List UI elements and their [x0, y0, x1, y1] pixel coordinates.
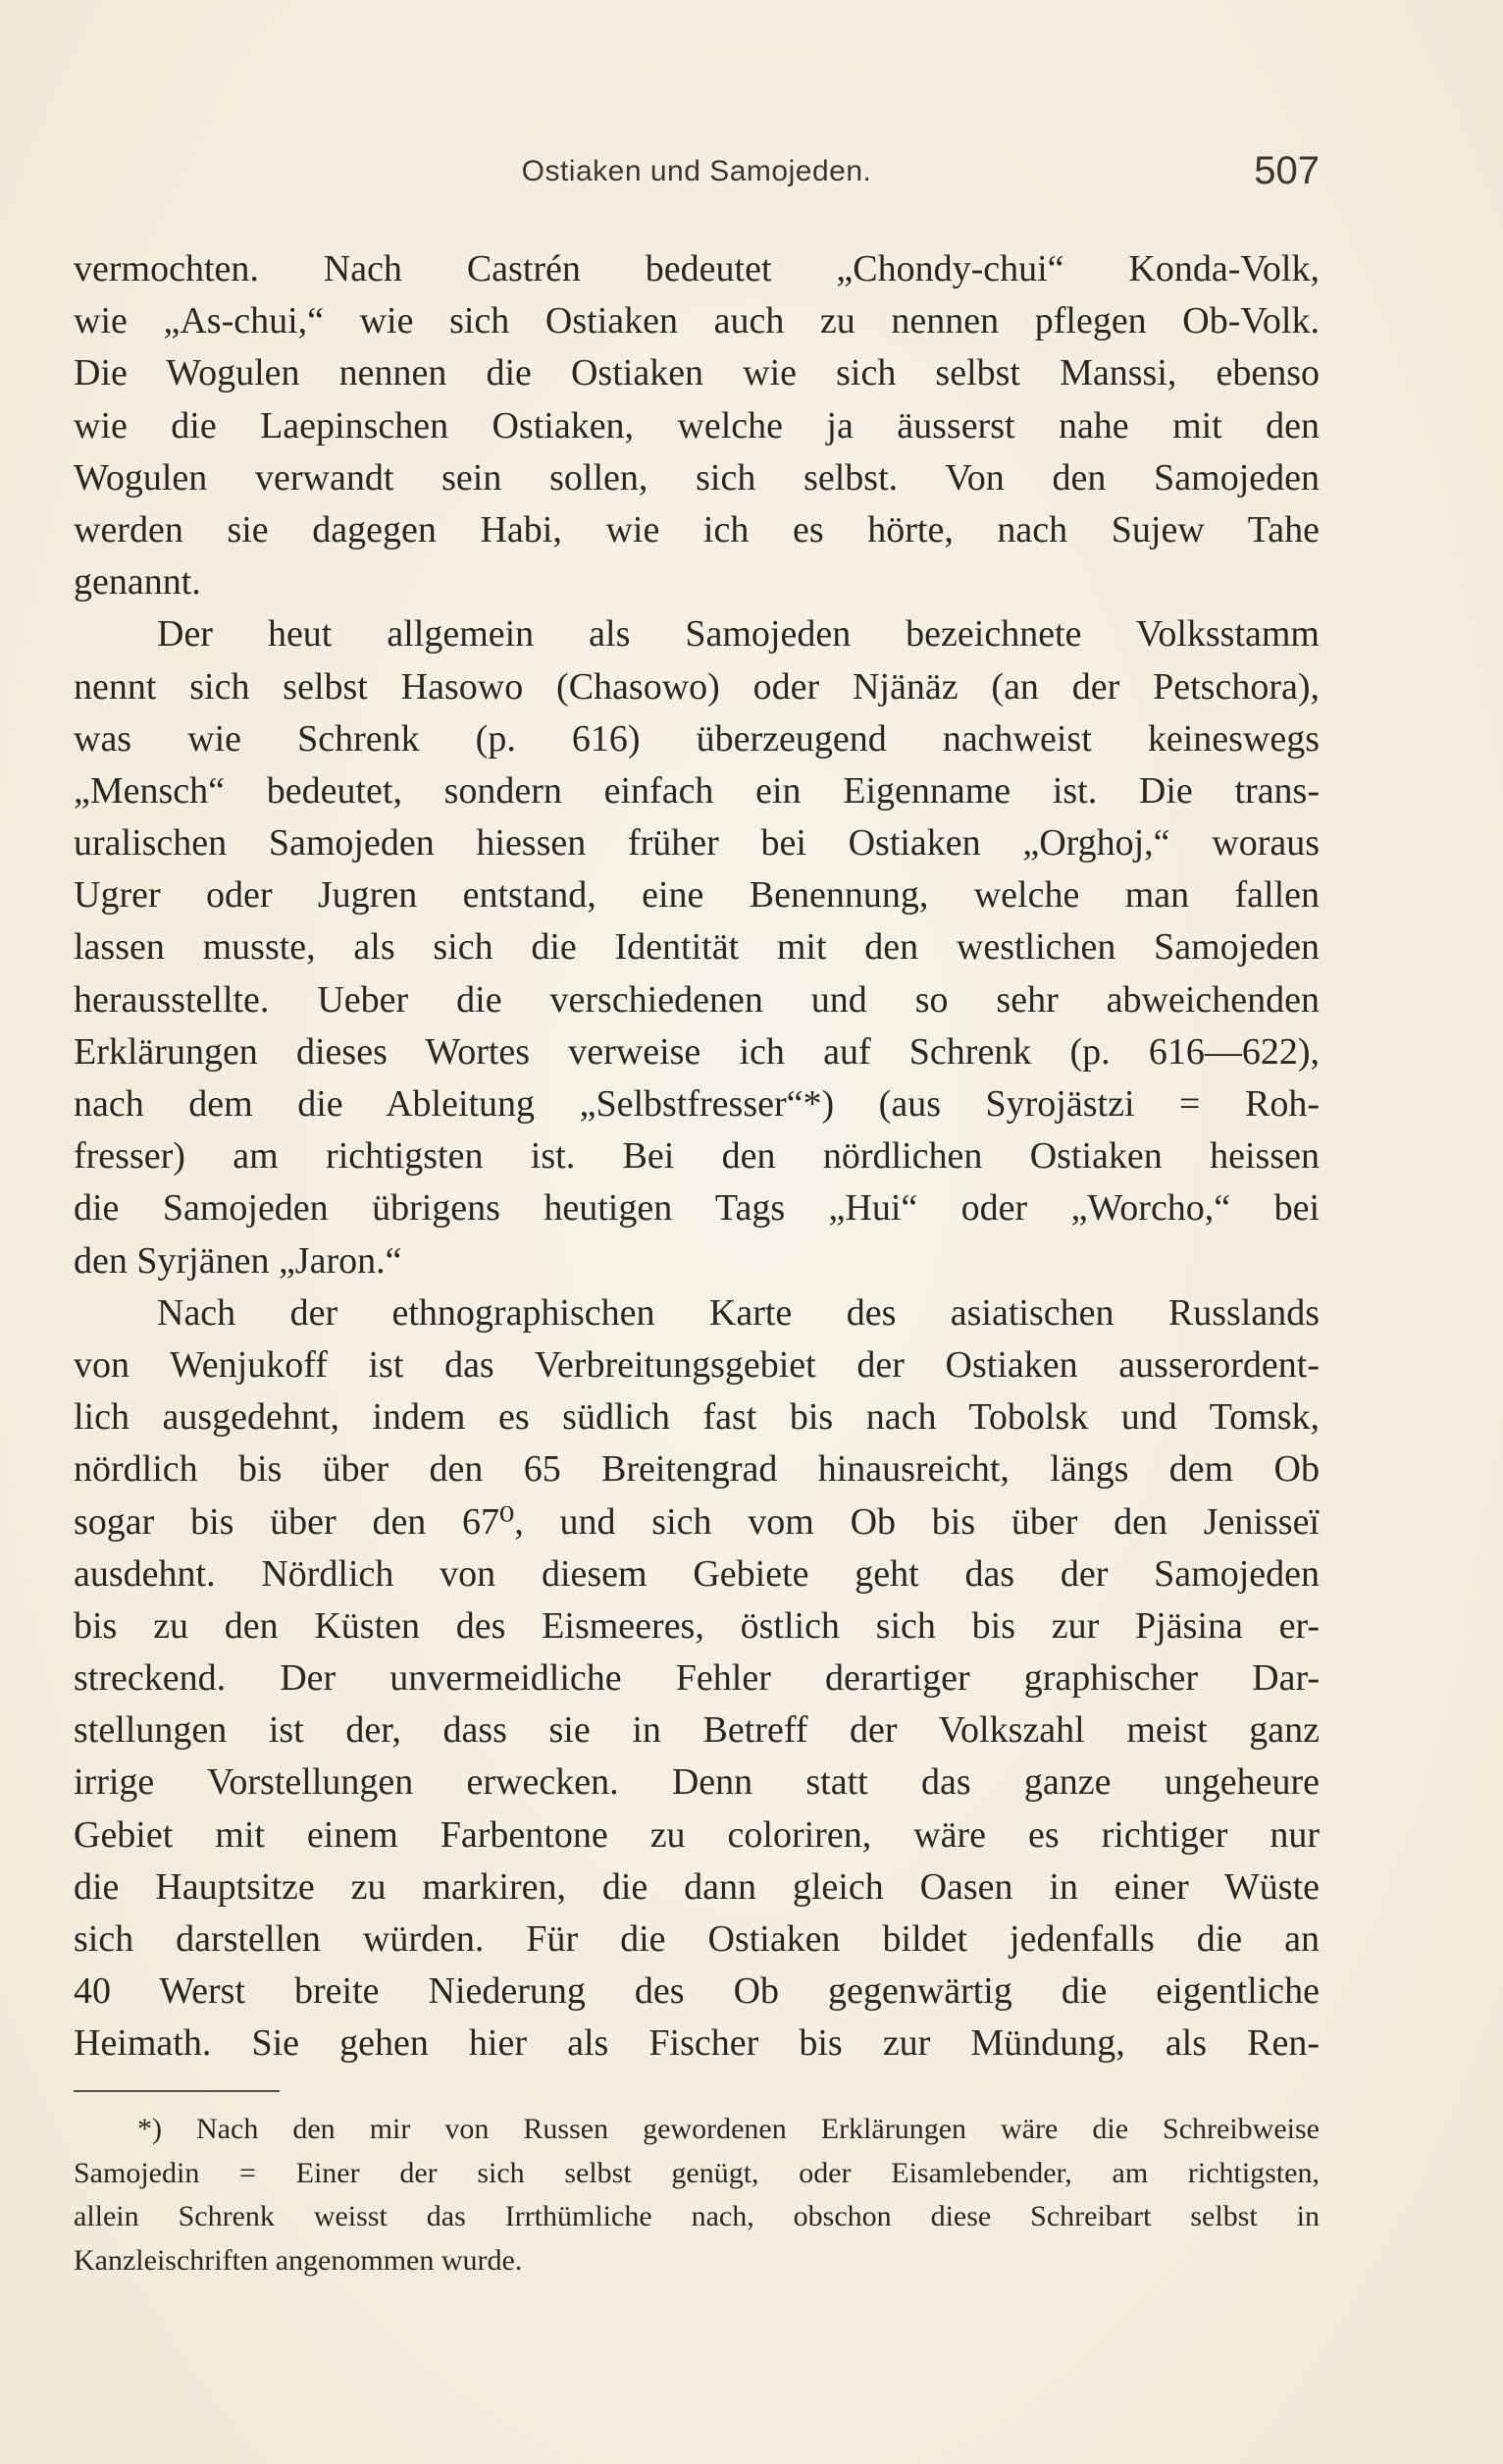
- text-line: nördlich bis über den 65 Breitengrad hinausreicht, längs dem Ob: [74, 1448, 1320, 1491]
- text-line: herausstellte. Ueber die verschiedenen und so sehr abweichenden: [74, 978, 1320, 1021]
- text-line: wie die Laepinschen Ostiaken, welche ja äusserst nahe mit den: [74, 404, 1320, 446]
- text-line: vermochten. Nach Castrén bedeutet „Chondy-chui“ Konda-Volk,: [74, 248, 1320, 289]
- text-line: nennt sich selbst Hasowo (Chasowo) oder Njänäz (an der Petschora),: [74, 665, 1320, 708]
- text-line: sich darstellen würden. Für die Ostiaken bildet jedenfalls die an: [74, 1918, 1320, 1960]
- text-line: genannt.: [74, 561, 201, 603]
- text-line: Die Wogulen nennen die Ostiaken wie sich selbst Manssi, ebenso: [74, 352, 1320, 394]
- footnote-line: *) Nach den mir von Russen gewordenen Erklärungen wäre die Schreibweise: [137, 2113, 1320, 2145]
- text-line: Ugrer oder Jugren entstand, eine Benennung, welche man fallen: [74, 874, 1320, 917]
- text-line: streckend. Der unvermeidliche Fehler derartiger graphischer Dar-: [74, 1657, 1320, 1700]
- text-line: den Syrjänen „Jaron.“: [74, 1239, 402, 1282]
- footnote-line: allein Schrenk weisst das Irrthümliche nach, obschon diese Schreibart selbst in: [74, 2200, 1320, 2232]
- footnote-line: Kanzleischriften angenommen wurde.: [74, 2243, 523, 2277]
- text-line: was wie Schrenk (p. 616) überzeugend nachweist keineswegs: [74, 717, 1320, 760]
- text-line: die Samojeden übrigens heutigen Tags „Hui“ oder „Worcho,“ bei: [74, 1187, 1320, 1230]
- page-number: 507: [1254, 149, 1320, 192]
- text-line: lassen musste, als sich die Identität mit den westlichen Samojeden: [74, 926, 1320, 969]
- text-line: bis zu den Küsten des Eismeeres, östlich sich bis zur Pjäsina er-: [74, 1604, 1320, 1647]
- text-line: Gebiet mit einem Farbentone zu coloriren, wäre es richtiger nur: [74, 1813, 1320, 1856]
- paragraph-start-line: Der heut allgemein als Samojeden bezeichnete Volksstamm: [157, 613, 1320, 655]
- footnote-divider: [74, 2090, 280, 2092]
- text-line: ausdehnt. Nördlich von diesem Gebiete geht das der Samojeden: [74, 1552, 1320, 1595]
- text-line: 40 Werst breite Niederung des Ob gegenwärtig die eigentliche: [74, 1970, 1320, 2013]
- body-text: [74, 243, 1320, 2071]
- text-line: fresser) am richtigsten ist. Bei den nördlichen Ostiaken heissen: [74, 1135, 1320, 1178]
- text-line: Wogulen verwandt sein sollen, sich selbst. Von den Samojeden: [74, 456, 1320, 498]
- text-line: sogar bis über den 67⁰, und sich vom Ob bis über den Jenisseï: [74, 1500, 1320, 1543]
- text-line: die Hauptsitze zu markiren, die dann gleich Oasen in einer Wüste: [74, 1865, 1320, 1908]
- text-line: stellungen ist der, dass sie in Betreff der Volkszahl meist ganz: [74, 1709, 1320, 1752]
- text-line: nach dem die Ableitung „Selbstfresser“*) (aus Syrojästzi = Roh-: [74, 1083, 1320, 1125]
- text-line: werden sie dagegen Habi, wie ich es hörte, nach Sujew Tahe: [74, 508, 1320, 550]
- paragraph-start-line: Nach der ethnographischen Karte des asiatischen Russlands: [157, 1291, 1320, 1334]
- footnote: [74, 2108, 1320, 2282]
- text-line: lich ausgedehnt, indem es südlich fast bis nach Tobolsk und Tomsk,: [74, 1396, 1320, 1439]
- running-head: [74, 149, 1320, 202]
- text-line: wie „As-chui,“ wie sich Ostiaken auch zu nennen pflegen Ob-Volk.: [74, 300, 1320, 342]
- text-line: uralischen Samojeden hiessen früher bei Ostiaken „Orghoj,“ woraus: [74, 822, 1320, 865]
- footnote-line: Samojedin = Einer der sich selbst genügt, oder Eisamlebender, am richtigsten,: [74, 2156, 1320, 2189]
- text-line: Heimath. Sie gehen hier als Fischer bis zur Mündung, als Ren-: [74, 2022, 1320, 2065]
- running-title: Ostiaken und Samojeden.: [521, 155, 872, 187]
- text-line: irrige Vorstellungen erwecken. Denn statt das ganze ungeheure: [74, 1761, 1320, 1804]
- text-line: Erklärungen dieses Wortes verweise ich auf Schrenk (p. 616—622),: [74, 1030, 1320, 1073]
- text-line: „Mensch“ bedeutet, sondern einfach ein Eigenname ist. Die trans-: [74, 769, 1320, 812]
- text-line: von Wenjukoff ist das Verbreitungsgebiet der Ostiaken ausserordent-: [74, 1343, 1320, 1386]
